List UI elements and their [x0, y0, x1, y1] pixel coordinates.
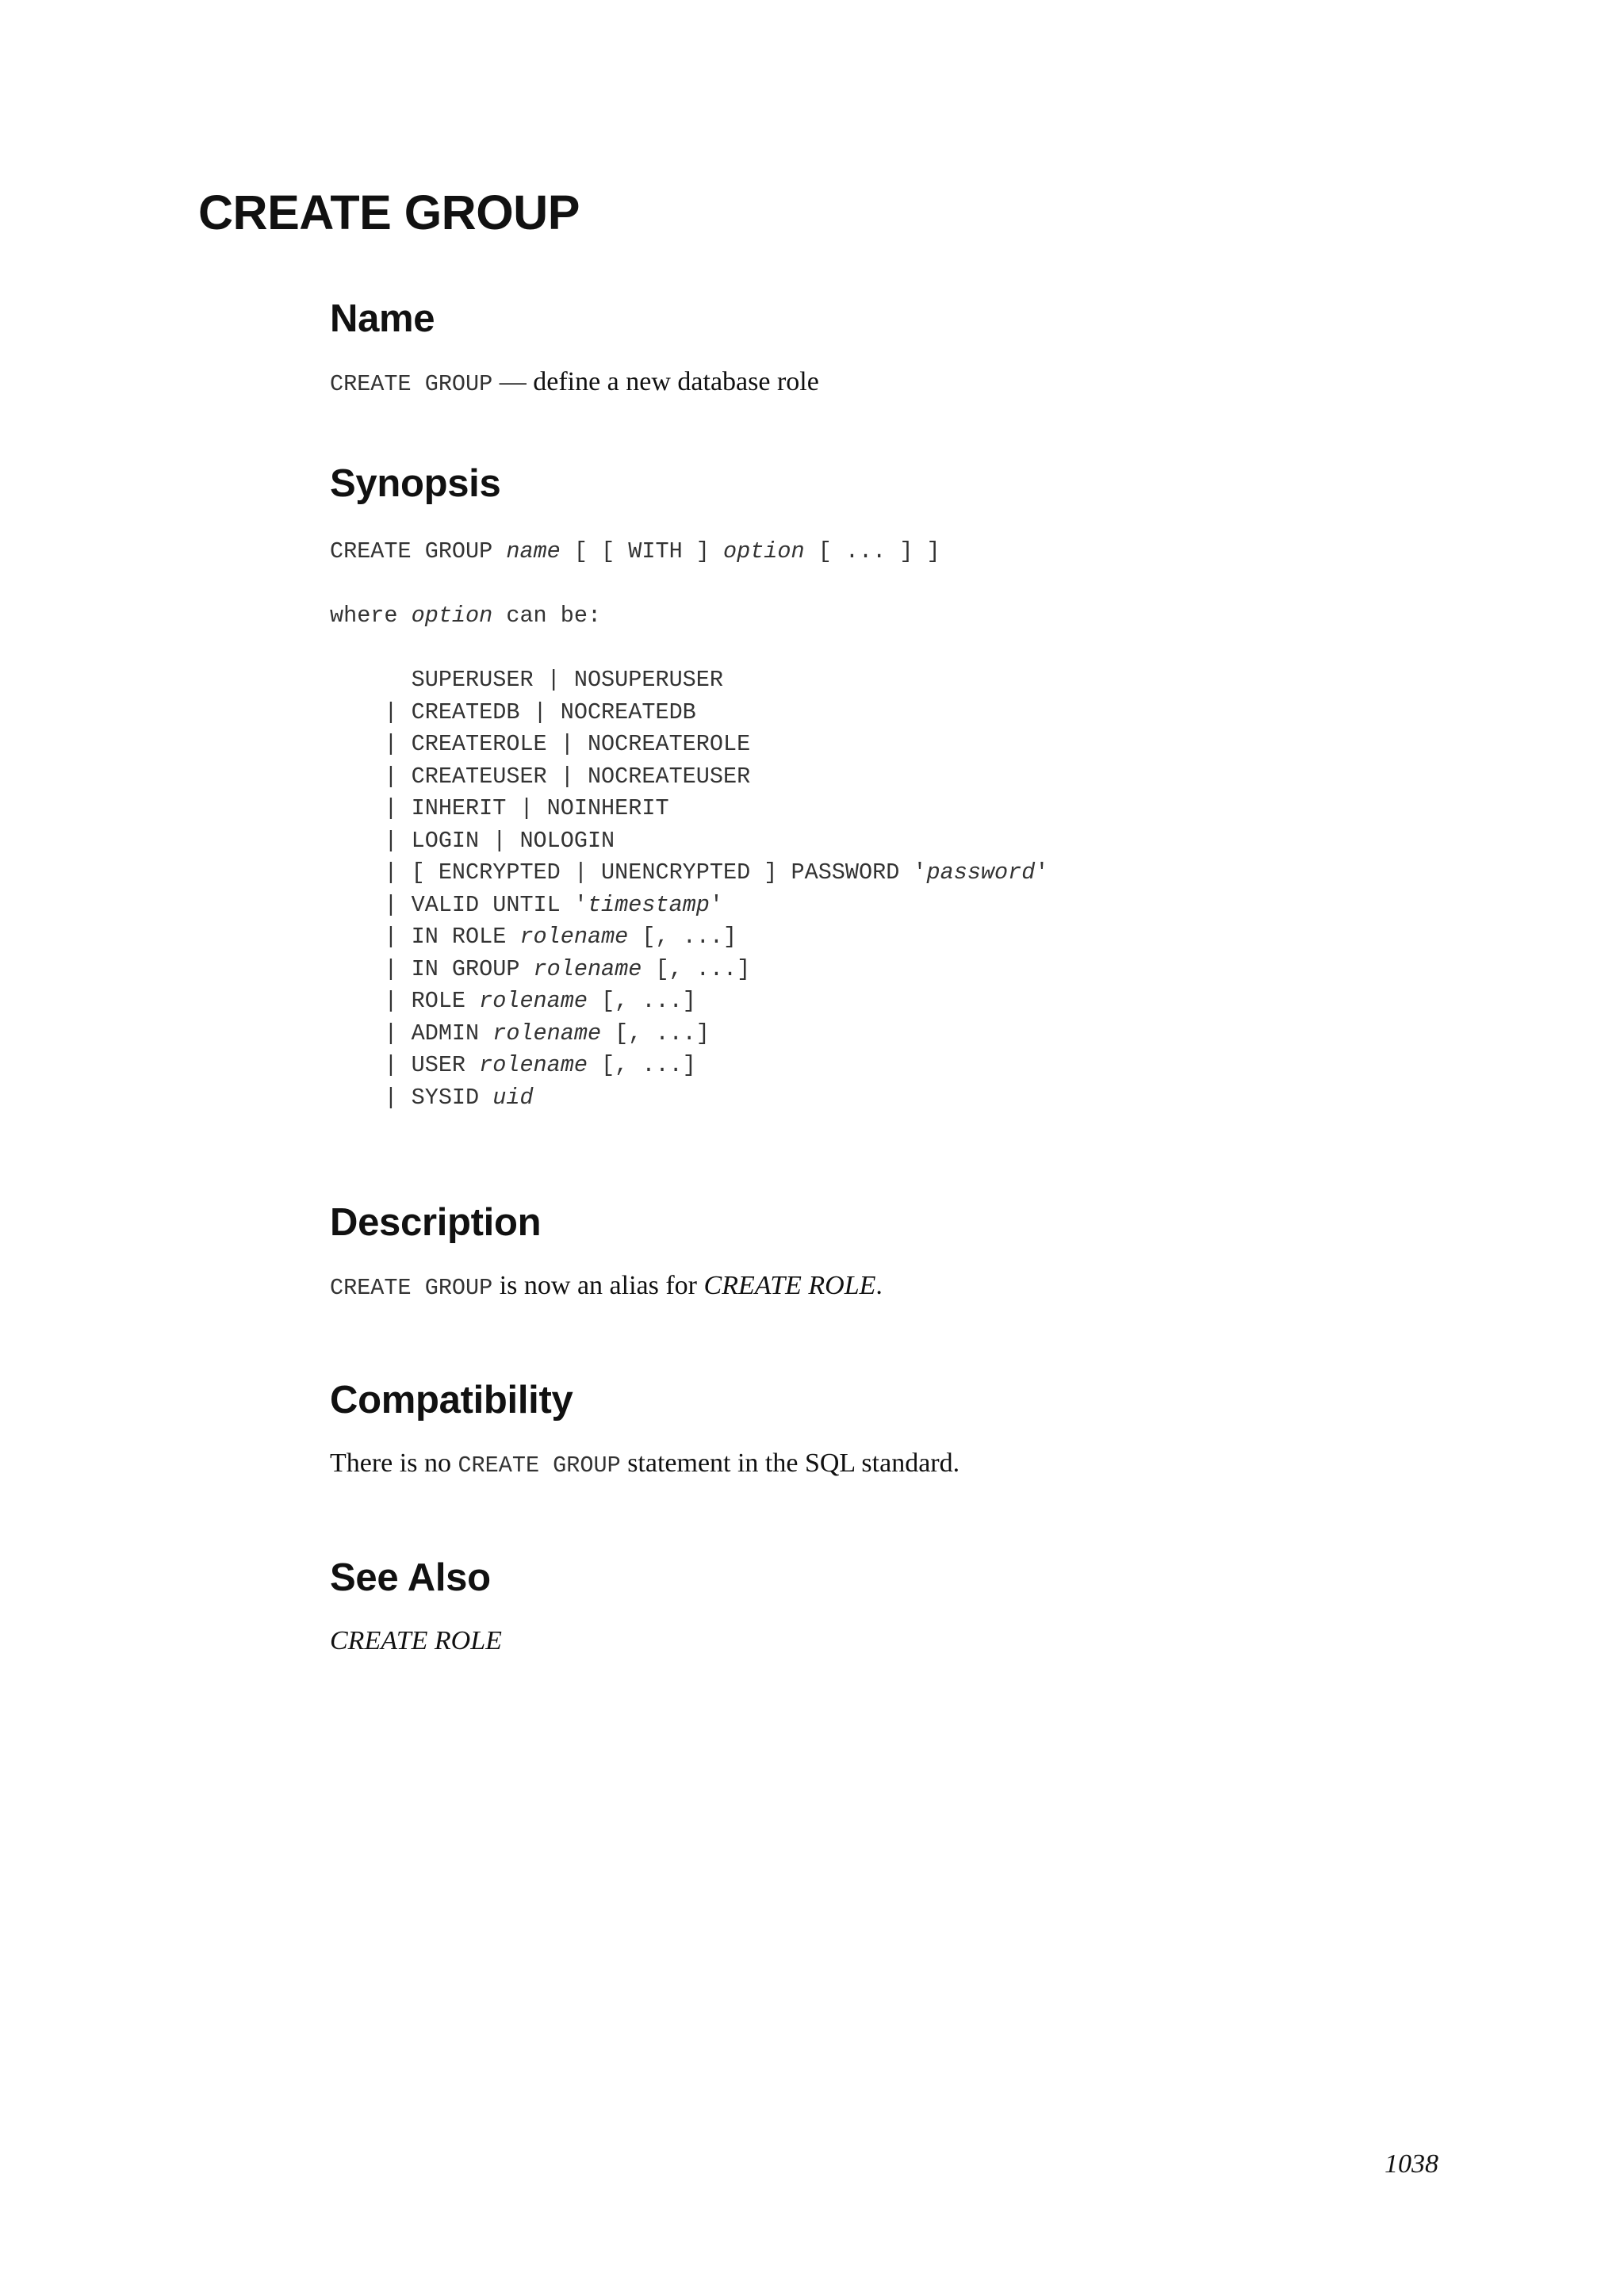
option-text: [, ...] — [642, 955, 751, 982]
option-text: | INHERIT | NOINHERIT — [330, 795, 669, 821]
option-var: password — [926, 859, 1036, 886]
option-text: | CREATEUSER | NOCREATEUSER — [330, 763, 751, 790]
option-text: | CREATEROLE | NOCREATEROLE — [330, 731, 751, 757]
compatibility-heading: Compatibility — [330, 1379, 573, 1422]
synopsis-code-block — [330, 536, 1048, 1114]
synopsis-text: can be: — [492, 603, 602, 629]
synopsis-option-line — [330, 954, 1048, 986]
option-text: | [ ENCRYPTED | UNENCRYPTED ] PASSWORD ' — [330, 859, 927, 886]
synopsis-option-line — [330, 697, 1048, 729]
compatibility-text-end: statement in the SQL standard. — [620, 1448, 960, 1478]
create-role-link[interactable]: CREATE ROLE — [703, 1271, 876, 1300]
option-text: [, ...] — [587, 988, 696, 1014]
option-text: ' — [709, 891, 723, 918]
synopsis-var: option — [411, 603, 493, 629]
name-description: — define a new database role — [499, 367, 819, 396]
option-text: | IN GROUP — [330, 955, 534, 982]
compatibility-paragraph — [330, 1446, 959, 1483]
page-number: 1038 — [1385, 2149, 1438, 2179]
synopsis-option-line — [330, 921, 1048, 954]
description-heading: Description — [330, 1201, 542, 1244]
synopsis-heading: Synopsis — [330, 462, 501, 505]
synopsis-option-line — [330, 729, 1048, 761]
synopsis-blank-line — [330, 633, 1048, 665]
description-text: is now an alias for — [492, 1271, 704, 1300]
option-text: | VALID UNTIL ' — [330, 891, 588, 918]
description-text-end: . — [875, 1271, 883, 1300]
option-text: | IN ROLE — [330, 924, 520, 950]
option-text: [, ...] — [601, 1020, 710, 1047]
synopsis-line — [330, 536, 1048, 568]
option-var: rolename — [492, 1020, 602, 1047]
synopsis-option-line — [330, 664, 1048, 697]
synopsis-option-line — [330, 793, 1048, 825]
option-var: timestamp — [587, 891, 710, 918]
synopsis-blank-line — [330, 568, 1048, 601]
option-var: rolename — [479, 1052, 588, 1078]
name-command: CREATE GROUP — [330, 371, 493, 397]
synopsis-text: where — [330, 603, 412, 629]
option-text: | SYSID — [330, 1084, 493, 1111]
synopsis-text: CREATE GROUP — [330, 538, 507, 564]
synopsis-text: [ [ WITH ] — [560, 538, 723, 564]
description-paragraph — [330, 1269, 883, 1306]
synopsis-option-line — [330, 1018, 1048, 1050]
option-text: | ROLE — [330, 988, 480, 1014]
see-also-heading: See Also — [330, 1556, 491, 1599]
option-text: [, ...] — [628, 924, 737, 950]
synopsis-var: name — [506, 538, 561, 564]
name-heading: Name — [330, 297, 435, 340]
option-text: | LOGIN | NOLOGIN — [330, 827, 615, 854]
option-text: | CREATEDB | NOCREATEDB — [330, 698, 696, 725]
option-text: | ADMIN — [330, 1020, 493, 1047]
synopsis-where-line — [330, 600, 1048, 633]
name-paragraph — [330, 365, 819, 402]
synopsis-text: [ ... ] ] — [804, 538, 940, 564]
synopsis-option-line — [330, 825, 1048, 858]
option-var: rolename — [519, 924, 629, 950]
option-text: ' — [1035, 859, 1049, 886]
option-text: [, ...] — [587, 1052, 696, 1078]
compatibility-text-start: There is no — [330, 1448, 458, 1478]
synopsis-option-line — [330, 761, 1048, 794]
description-command: CREATE GROUP — [330, 1275, 493, 1301]
synopsis-var: option — [723, 538, 805, 564]
synopsis-option-line — [330, 857, 1048, 890]
synopsis-option-line — [330, 1082, 1048, 1115]
compatibility-command: CREATE GROUP — [458, 1452, 621, 1479]
see-also-link[interactable]: CREATE ROLE — [330, 1626, 502, 1655]
option-var: rolename — [479, 988, 588, 1014]
page-title: CREATE GROUP — [198, 186, 580, 239]
synopsis-option-line — [330, 1050, 1048, 1082]
option-text: | USER — [330, 1052, 480, 1078]
option-text: SUPERUSER | NOSUPERUSER — [330, 667, 723, 693]
synopsis-option-line — [330, 890, 1048, 922]
synopsis-option-line — [330, 985, 1048, 1018]
option-var: uid — [492, 1084, 534, 1111]
option-var: rolename — [533, 955, 642, 982]
